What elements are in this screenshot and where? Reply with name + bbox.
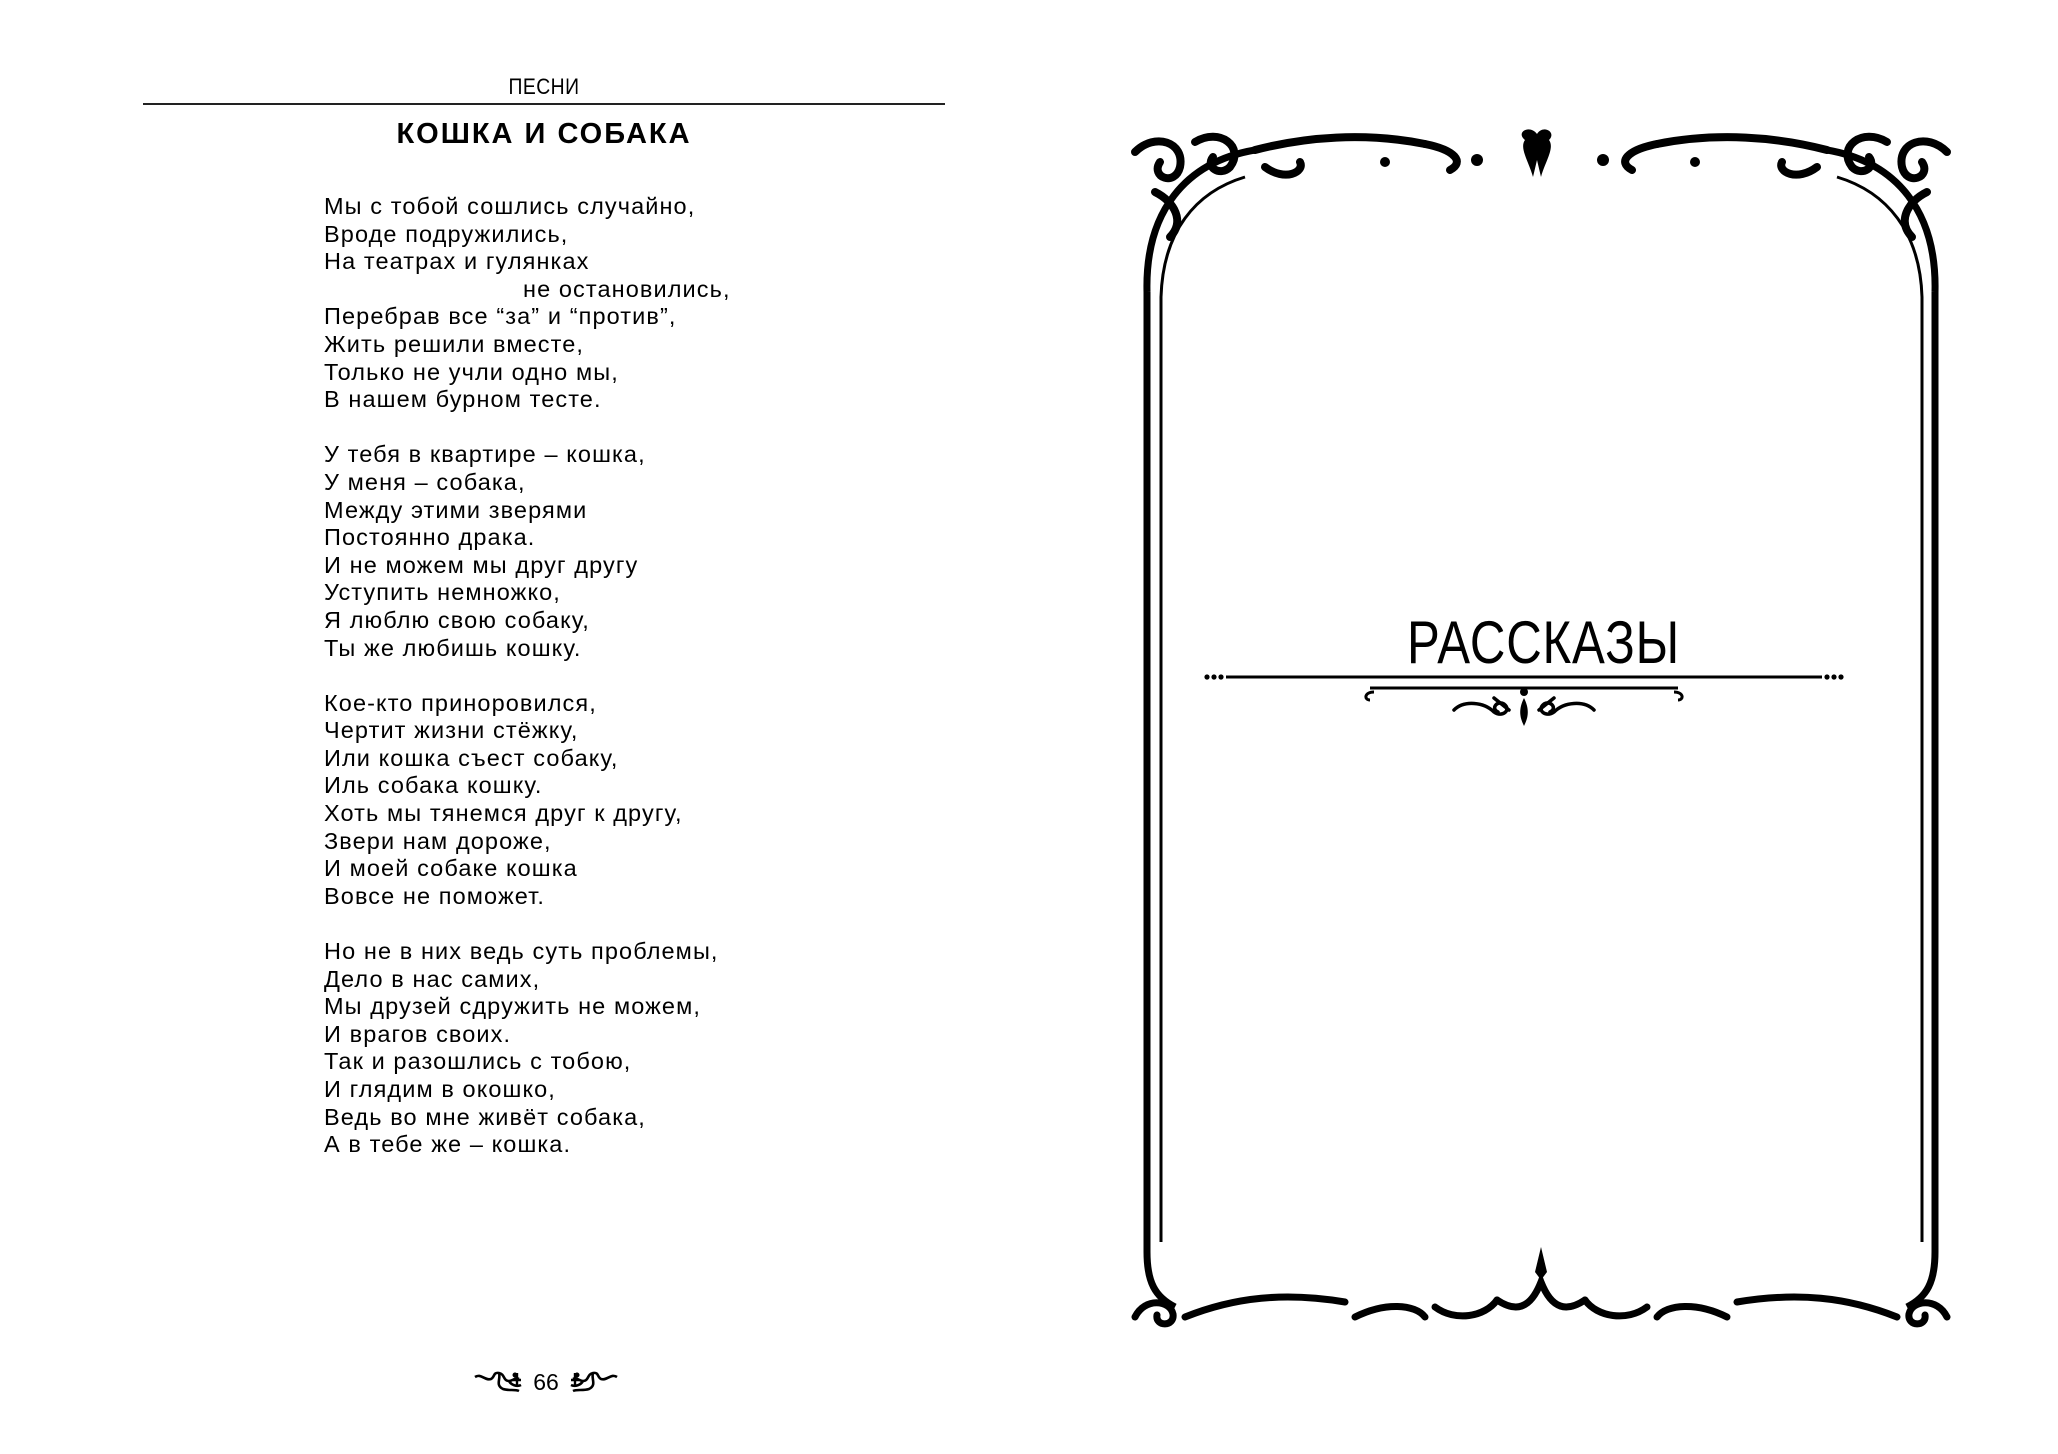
page-number: 66 (533, 1368, 559, 1395)
poem-line: В нашем бурном тесте. (324, 386, 602, 413)
section-title: РАССКАЗЫ (1406, 609, 1681, 676)
poem-line: Перебрав все “за” и “против”, (324, 303, 677, 330)
poem-line: На театрах и гулянках (324, 248, 590, 275)
poem-line: Ведь во мне живёт собака, (324, 1103, 646, 1130)
left-flourish-icon (473, 1369, 523, 1395)
poem-line: Мы с тобой сошлись случайно, (324, 193, 696, 219)
poem-line: У тебя в квартире – кошка, (324, 441, 646, 468)
poem-line: Кое-кто приноровился, (324, 689, 597, 716)
poem-line: Постоянно драка. (324, 524, 536, 551)
poem-line: А в тебе же – кошка. (324, 1131, 572, 1158)
poem-line: Уступить немножко, (324, 579, 561, 606)
poem-line: Чертит жизни стёжку, (324, 717, 579, 744)
poem-line: Или кошка съест собаку, (324, 744, 619, 771)
poem-line: Но не в них ведь суть проблемы, (324, 938, 719, 965)
header-rule (143, 103, 945, 105)
poem-title: КОШКА И СОБАКА (396, 118, 692, 150)
poem-line: Хоть мы тянемся друг к другу, (324, 800, 683, 827)
title-divider-ornament-icon (1204, 670, 1844, 740)
poem-line: Звери нам дороже, (324, 827, 552, 854)
poem-line: Ты же любишь кошку. (324, 634, 582, 661)
stanza (324, 441, 731, 662)
page-footer (466, 1362, 626, 1402)
running-head: ПЕСНИ (508, 74, 580, 99)
poem-line: Между этими зверями (324, 496, 588, 523)
poem-line: Мы друзей сдружить не можем, (324, 993, 701, 1020)
right-flourish-icon (569, 1369, 619, 1395)
poem-line: Вроде подружились, (324, 220, 569, 247)
poem-line: Жить решили вместе, (324, 330, 585, 357)
stanza (324, 193, 731, 414)
poem-line: И врагов своих. (324, 1020, 512, 1047)
poem-line: Так и разошлись с тобою, (324, 1048, 632, 1075)
poem-line: У меня – собака, (324, 468, 526, 495)
poem-line: И глядим в окошко, (324, 1076, 556, 1102)
stanza (324, 690, 731, 911)
poem-line: не остановились, (523, 275, 731, 302)
poem-line: Дело в нас самих, (324, 965, 541, 992)
poem-line: И моей собаке кошка (324, 855, 578, 882)
poem-line: И не можем мы друг другу (324, 551, 639, 578)
right-page (1029, 0, 2058, 1454)
poem-line: Только не учли одно мы, (324, 358, 619, 385)
poem-line: Я люблю свою собаку, (324, 606, 590, 633)
poem-body (324, 193, 731, 1186)
poem-line: Иль собака кошку. (324, 772, 543, 799)
stanza (324, 938, 731, 1159)
poem-line: Вовсе не поможет. (324, 882, 546, 909)
